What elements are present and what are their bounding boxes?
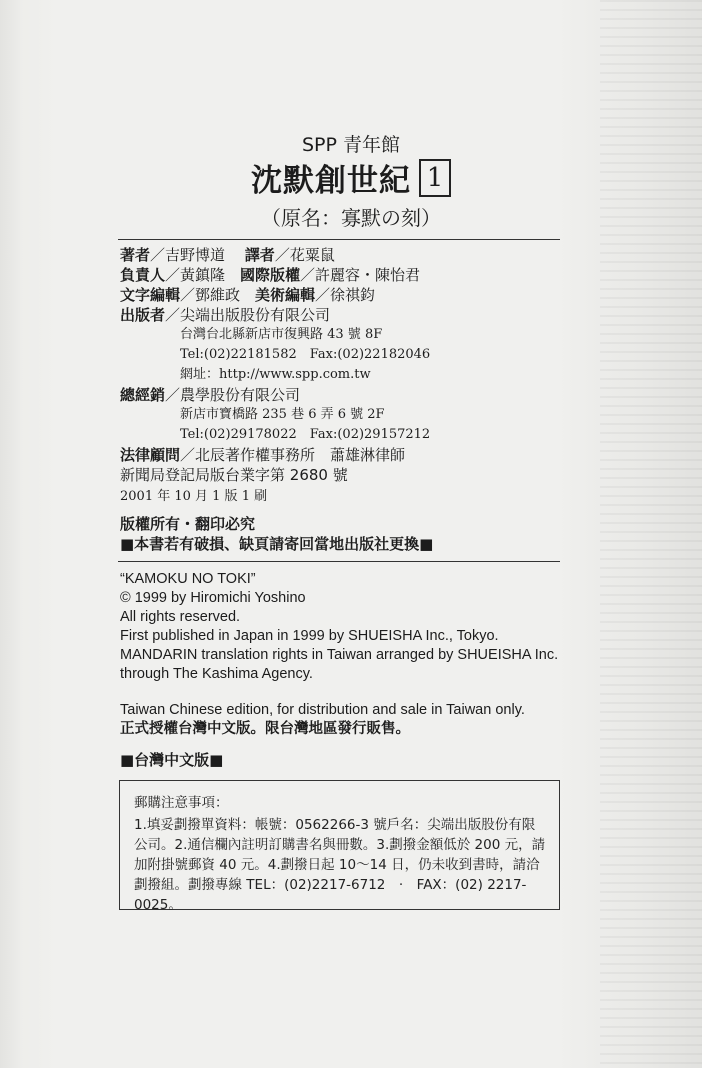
distributor-address: 新店市寶橋路 235 巷 6 弄 6 號 2F	[180, 407, 385, 422]
rights-line-2: ■本書若有破損、缺頁請寄回當地出版社更換■	[120, 535, 434, 553]
copyright-line: through The Kashima Agency.	[120, 666, 313, 682]
credit-key: 著者	[120, 246, 151, 264]
distributor-phone-fax: Tel:(02)29178022 Fax:(02)29157212	[180, 427, 431, 442]
original-title: （原名：寡默の刻）	[261, 206, 441, 230]
credit-key: 文字編輯	[120, 286, 181, 304]
credit-row-legal	[120, 445, 570, 465]
divider-middle	[118, 561, 560, 562]
copyright-line: All rights reserved.	[120, 609, 241, 625]
credit-value: ／花粟鼠	[274, 246, 335, 264]
credit-row-distributor	[120, 385, 570, 405]
credit-key: 法律顧問	[120, 446, 181, 464]
credit-row-publisher	[120, 305, 570, 325]
credit-value: ／農學股份有限公司	[165, 386, 301, 404]
credit-key: 出版者	[120, 306, 166, 324]
credit-key: 國際版權	[240, 266, 301, 284]
credit-value: ／鄧維政	[180, 286, 256, 304]
publisher-phone-fax: Tel:(02)22181582 Fax:(02)22182046	[180, 347, 431, 362]
registration-number: 新聞局登記局版台業字第 2680 號	[120, 466, 348, 484]
credits-block	[120, 245, 570, 485]
credit-key: 譯者	[244, 246, 275, 264]
copyright-line: © 1999 by Hiromichi Yoshino	[120, 590, 306, 606]
publisher-address: 台灣台北縣新店市復興路 43 號 8F	[180, 327, 383, 342]
copyright-line: First published in Japan in 1999 by SHUEISHA Inc., Tokyo.	[120, 628, 499, 644]
mail-order-notice-box	[119, 780, 560, 913]
credit-row-editors	[120, 285, 570, 305]
credit-row-author	[120, 245, 570, 265]
rights-line-1: 版權所有・翻印必究	[120, 515, 256, 533]
distribution-line: Taiwan Chinese edition, for distribution and sale in Taiwan only.	[120, 702, 525, 718]
copyright-line: MANDARIN translation rights in Taiwan arranged by SHUEISHA Inc.	[120, 647, 559, 663]
notice-title: 郵購注意事項：	[134, 795, 229, 811]
publisher-website: 網址：http://www.spp.com.tw	[180, 367, 371, 382]
credit-row-responsible	[120, 265, 570, 285]
spacer	[120, 684, 580, 701]
divider-top	[118, 239, 560, 240]
edition-line: 2001 年 10 月 1 版 1 刷	[120, 489, 268, 504]
credit-key: 美術編輯	[255, 286, 316, 304]
credit-value: ／尖端出版股份有限公司	[165, 306, 331, 324]
credit-value: ／黃鎮隆	[165, 266, 241, 284]
credit-value: ／北辰著作權事務所 蕭雄淋律師	[180, 446, 406, 464]
credit-key: 總經銷	[120, 386, 166, 404]
authorized-edition-line: 正式授權台灣中文版。限台灣地區發行販售。	[120, 721, 410, 737]
book-title: 沈默創世紀	[251, 163, 411, 199]
title-block	[0, 155, 702, 200]
copyright-line: “KAMOKU NO TOKI”	[120, 571, 256, 587]
taiwan-edition-label: ■台灣中文版■	[120, 751, 224, 769]
rights-notice	[120, 514, 433, 554]
notice-body: 1.填妥劃撥單資料：帳號：0562266-3 號戶名：尖端出版股份有限公司。2.通信欄內註明訂購書名與冊數。3.劃撥金額低於 200 元，請加附掛號郵資 40 元。4.劃撥日起 10～14 日，仍未收到書時，請洽劃撥組。劃撥專線 TEL：(02)2217-6712 · FAX：(02) 2217-0025。	[134, 817, 546, 913]
credit-value: ／許麗容・陳怡君	[300, 266, 421, 284]
credit-value: ／徐祺鈞	[315, 286, 376, 304]
volume-number: 1	[419, 159, 451, 197]
credit-value: ／吉野博道	[150, 246, 245, 264]
copyright-english	[120, 570, 580, 739]
imprint-label: SPP 青年館	[301, 134, 400, 156]
credit-key: 負責人	[120, 266, 166, 284]
